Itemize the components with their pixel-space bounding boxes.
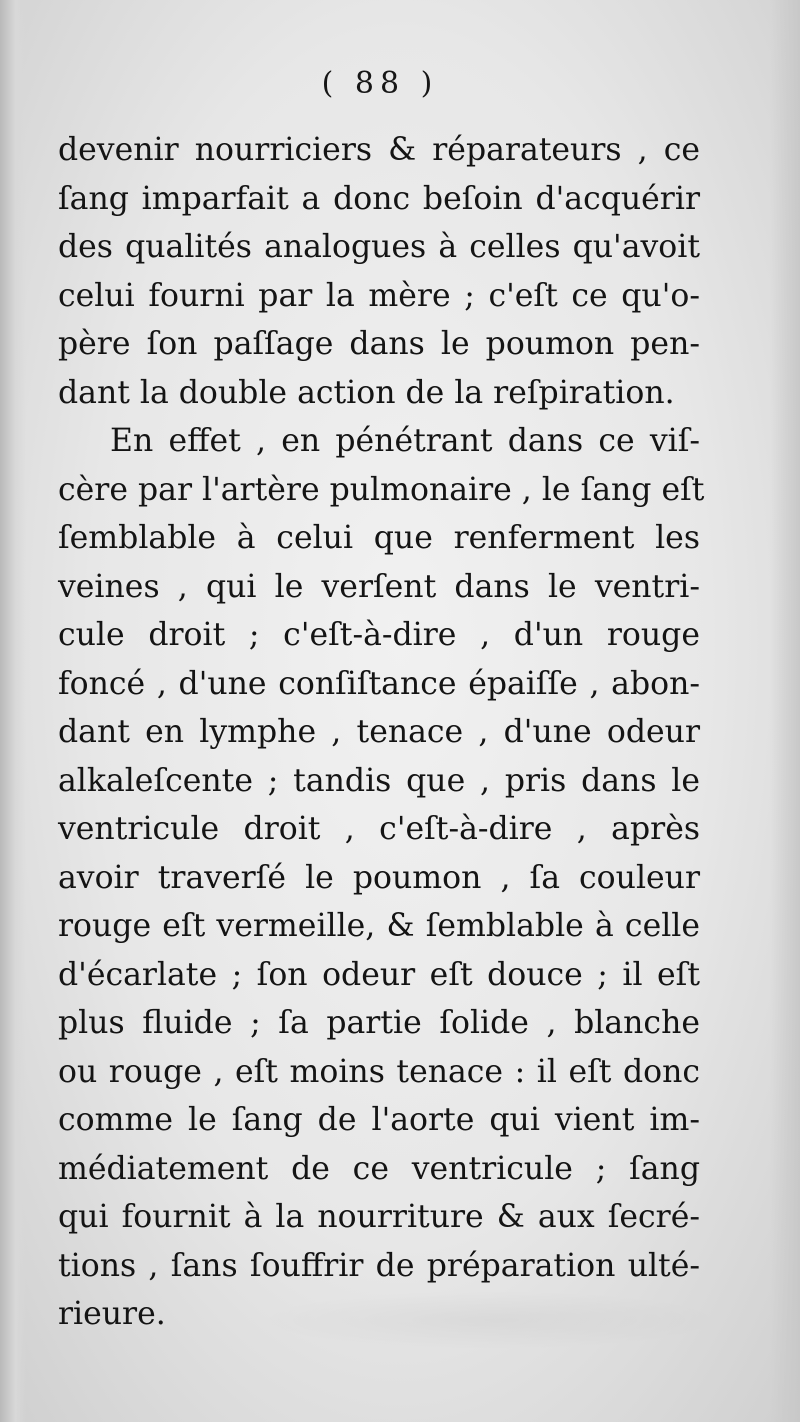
text-line: ventricule droit , c'eſt-à-dire , après (58, 811, 700, 847)
text-line: cère par l'artère pulmonaire , le ſang eſt (58, 471, 705, 508)
text-line: En effet , en pénétrant dans ce viſ- (110, 423, 700, 459)
text-line: celui fourni par la mère ; c'eſt ce qu'o- (58, 277, 700, 314)
text-line: devenir nourriciers & réparateurs , ce (58, 132, 700, 168)
text-line: médiatement de ce ventricule ; ſang (58, 1150, 700, 1187)
text-line: cule droit ; c'eſt-à-dire , d'un rouge (58, 617, 700, 653)
text-line: veines , qui le verſent dans le ventri- (58, 568, 700, 605)
page-edge-shadow (770, 0, 800, 1422)
page-number: ( 88 ) (321, 66, 439, 101)
text-line: dant en lymphe , tenace , d'une odeur (58, 714, 700, 750)
text-line: des qualités analogues à celles qu'avoit (58, 229, 700, 265)
text-line: dant la double action de la reſpiration. (58, 374, 675, 411)
text-line: avoir traverſé le poumon , ſa couleur (58, 859, 700, 896)
text-line: plus fluide ; ſa partie ſolide , blanche (58, 1005, 700, 1041)
text-line: tions , ſans ſouffrir de préparation ulté- (58, 1247, 700, 1284)
text-line: ou rouge , eſt moins tenace : il eſt donc (58, 1053, 700, 1090)
text-line: alkaleſcente ; tandis que , pris dans le (58, 762, 700, 799)
text-block (58, 126, 705, 1339)
text-line: rouge eſt vermeille, & ſemblable à celle (58, 908, 700, 944)
text-line: ſemblable à celui que renferment les (58, 520, 700, 556)
text-line: d'écarlate ; ſon odeur eſt douce ; il eſt (58, 956, 700, 993)
text-line: ſang imparfait a donc beſoin d'acquérir (58, 180, 700, 217)
text-line: rieure. (58, 1296, 166, 1332)
text-line: qui fournit à la nourriture & aux ſecré- (58, 1199, 700, 1235)
text-line: comme le ſang de l'aorte qui vient im- (58, 1102, 700, 1138)
text-line: père ſon paſſage dans le poumon pen- (58, 326, 700, 362)
binding-shadow (0, 0, 26, 1422)
text-line: foncé , d'une conſiſtance épaiſſe , abon- (58, 665, 700, 702)
